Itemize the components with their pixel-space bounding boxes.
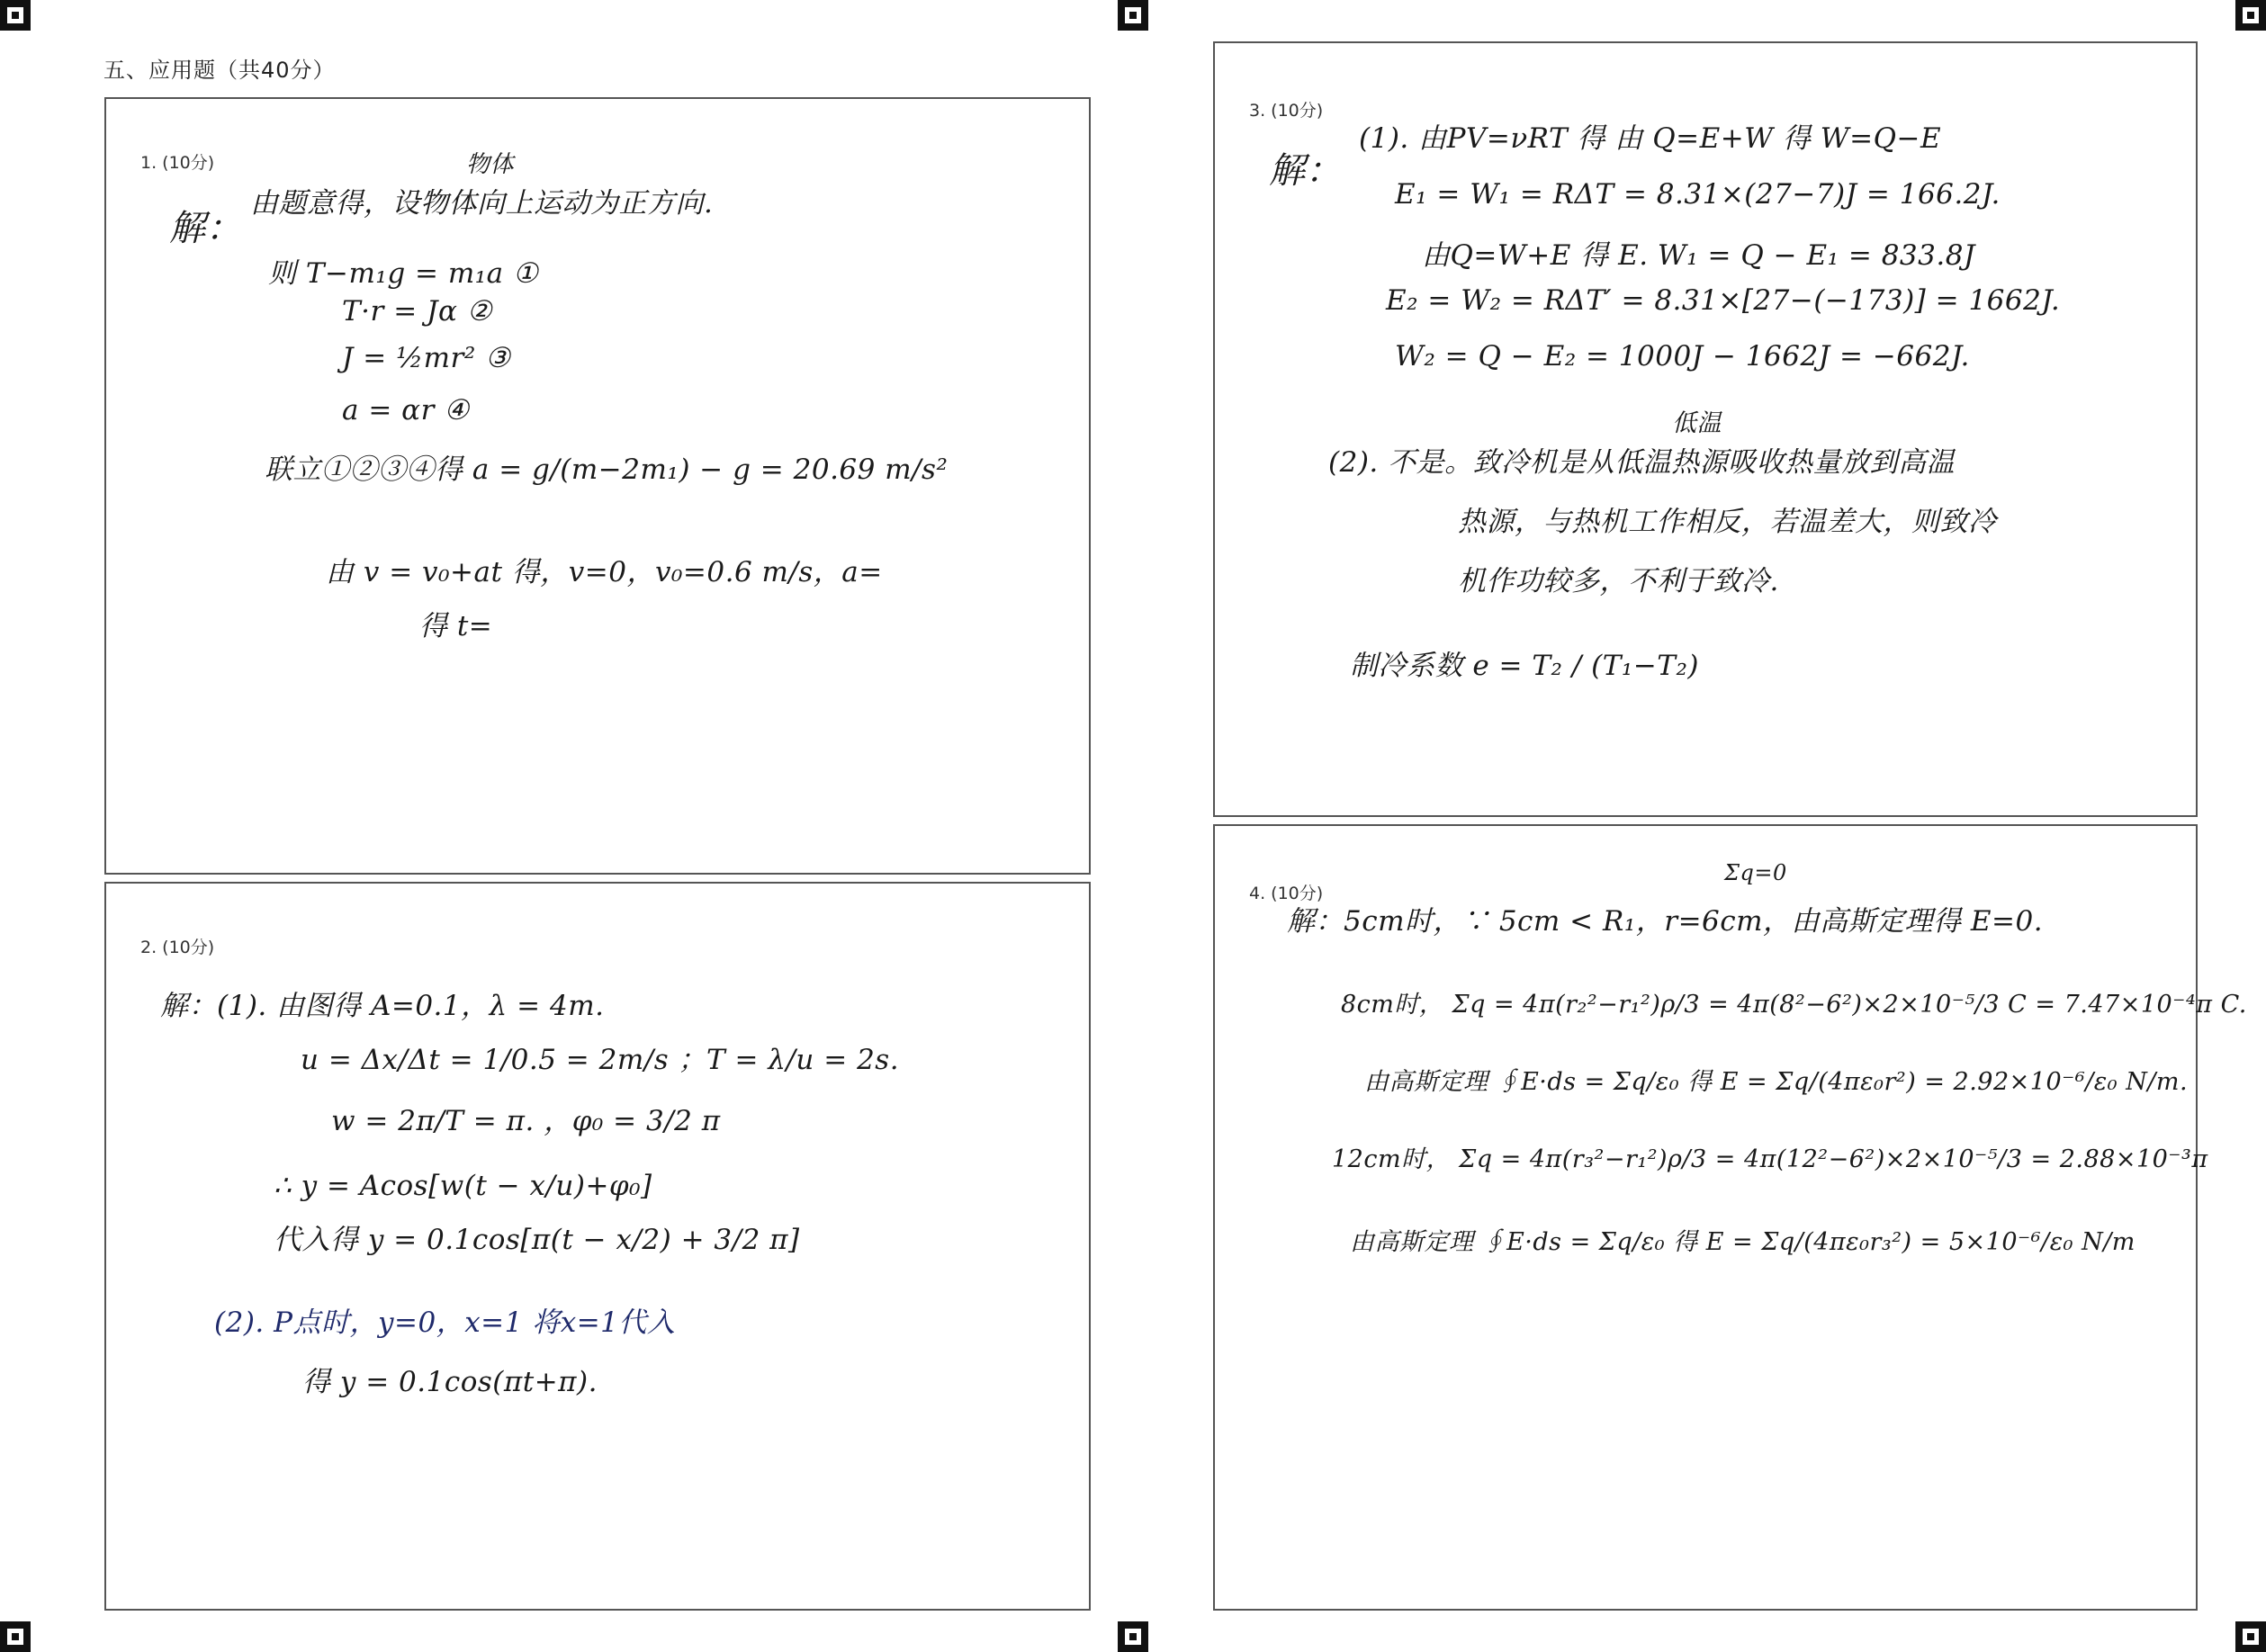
- handwritten-line: 8cm时， Σq = 4π(r₂²−r₁²)ρ/3 = 4π(8²−6²)×2×10⁻⁵/3 C = 7.47×10⁻⁴π C.: [1341, 991, 2247, 1019]
- handwritten-line: W₂ = Q − E₂ = 1000J − 1662J = −662J.: [1395, 340, 1970, 373]
- handwritten-line: u = Δx/Δt = 1/0.5 = 2m/s ；T = λ/u = 2s.: [301, 1044, 900, 1076]
- answer-box-q3: [1213, 41, 2198, 817]
- question-label: 3. (10分): [1249, 101, 1324, 121]
- registration-mark-bottom-right: [2235, 1621, 2266, 1652]
- handwritten-line: w = 2π/T = π. ，φ₀ = 3/2 π: [331, 1105, 721, 1137]
- handwritten-line: 得 y = 0.1cos(πt+π).: [302, 1366, 598, 1398]
- handwritten-line: a = αr ④: [342, 394, 470, 426]
- handwritten-line: ∴ y = Acos[w(t − x/u)+φ₀]: [274, 1170, 652, 1202]
- handwritten-line: 解：5cm时，∵ 5cm < R₁，r=6cm，由高斯定理得 E=0.: [1287, 905, 2044, 938]
- registration-mark-top-right: [2235, 0, 2266, 31]
- registration-mark-bottom-center: [1118, 1621, 1148, 1652]
- handwritten-insertion: Σq=0: [1724, 860, 1787, 885]
- handwritten-line: (2). P点时，y=0，x=1 将x=1代入: [214, 1306, 676, 1339]
- handwritten-line: 由高斯定理 ∮E·ds = Σq/ε₀ 得 E = Σq/(4πε₀r²) = 2.92×10⁻⁶/ε₀ N/m.: [1364, 1068, 2189, 1096]
- handwritten-line: 由高斯定理 ∮E·ds = Σq/ε₀ 得 E = Σq/(4πε₀r₃²) = 5×10⁻⁶/ε₀ N/m: [1350, 1228, 2136, 1256]
- registration-mark-top-center: [1118, 0, 1148, 31]
- handwritten-line: 热源，与热机工作相反，若温差大，则致冷: [1458, 506, 1997, 538]
- handwritten-line: 联立①②③④得 a = g/(m−2m₁) − g = 20.69 m/s²: [265, 453, 949, 486]
- answer-box-q2: [104, 882, 1091, 1611]
- question-label: 4. (10分): [1249, 884, 1324, 903]
- handwritten-line: 由Q=W+E 得 E. W₁ = Q − E₁ = 833.8J: [1422, 239, 1975, 272]
- registration-mark-top-left: [0, 0, 31, 31]
- registration-mark-bottom-left: [0, 1621, 31, 1652]
- handwritten-insertion: 低温: [1672, 409, 1722, 437]
- handwritten-line: E₂ = W₂ = RΔT′ = 8.31×[27−(−173)] = 1662J.: [1386, 284, 2061, 317]
- solution-marker: 解：: [1269, 150, 1342, 192]
- handwritten-line: 12cm时， Σq = 4π(r₃²−r₁²)ρ/3 = 4π(12²−6²)×2×10⁻⁵/3 = 2.88×10⁻³π: [1332, 1145, 2208, 1173]
- handwritten-line: J = ½mr² ③: [342, 342, 511, 374]
- handwritten-line: E₁ = W₁ = RΔT = 8.31×(27−7)J = 166.2J.: [1395, 178, 2001, 211]
- answer-box-q4: [1213, 824, 2247, 1611]
- handwritten-line: 得 t=: [419, 610, 493, 642]
- handwritten-line: 制冷系数 e = T₂ / (T₁−T₂): [1350, 650, 1700, 682]
- handwritten-line: 由 v = v₀+at 得，v=0，v₀=0.6 m/s，a=: [326, 556, 883, 588]
- section-title: 五、应用题（共40分）: [103, 58, 336, 83]
- handwritten-line: 则 T−m₁g = m₁a ①: [268, 257, 539, 290]
- handwritten-line: T·r = Jα ②: [342, 295, 493, 328]
- handwritten-line: 由题意得，设物体向上运动为正方向.: [250, 187, 714, 220]
- handwritten-line: (2). 不是。致冷机是从低温热源吸收热量放到高温: [1328, 446, 1956, 479]
- handwritten-line: 机作功较多，不利于致冷.: [1458, 565, 1779, 597]
- handwritten-line: 解：(1). 由图得 A=0.1，λ = 4m.: [160, 990, 605, 1022]
- solution-marker: 解：: [169, 208, 242, 249]
- answer-box-q1: [104, 97, 1091, 875]
- handwritten-insertion: 物体: [466, 151, 515, 178]
- question-label: 2. (10分): [140, 938, 215, 957]
- question-label: 1. (10分): [140, 153, 215, 173]
- handwritten-line: (1). 由PV=νRT 得 由 Q=E+W 得 W=Q−E: [1359, 122, 1942, 155]
- handwritten-line: 代入得 y = 0.1cos[π(t − x/2) + 3/2 π]: [274, 1224, 800, 1256]
